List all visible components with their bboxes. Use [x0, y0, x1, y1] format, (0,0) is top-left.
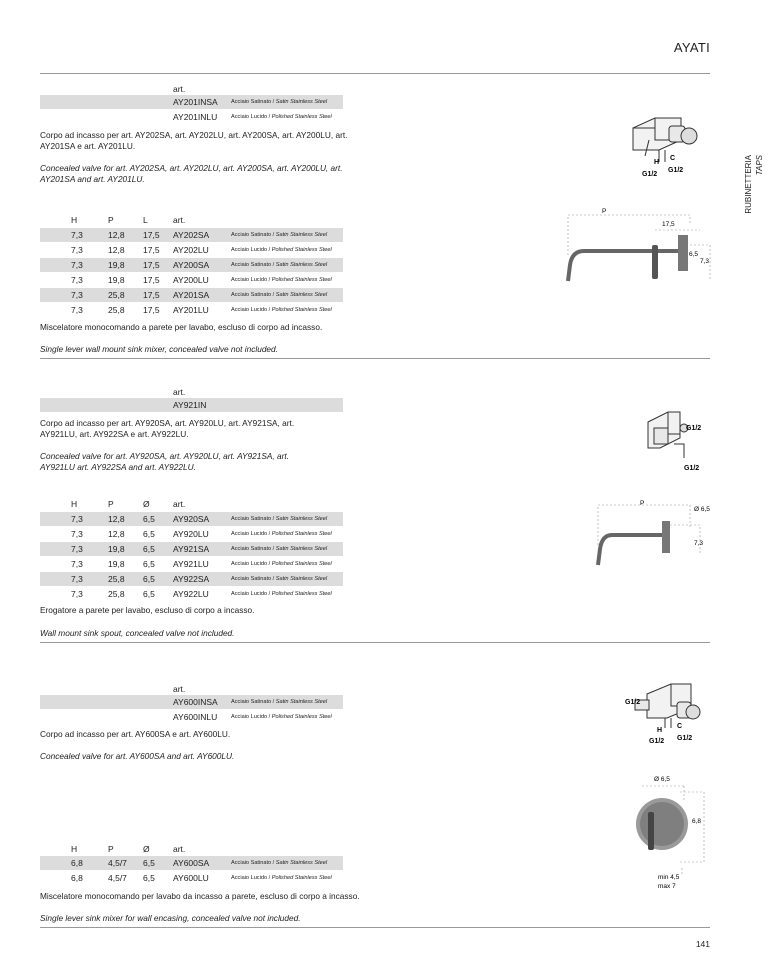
- valve-art-header: art.: [173, 684, 186, 694]
- label-d1: Ø 6,5: [654, 776, 670, 783]
- brand-title: AYATI: [673, 40, 710, 55]
- article-code: AY200LU: [173, 275, 209, 285]
- table-row: [40, 695, 343, 709]
- side-label-en: TAPS: [755, 155, 764, 176]
- cell-h: 7,3: [71, 529, 83, 539]
- cell-h: 7,3: [71, 275, 83, 285]
- article-finish: Acciaio Lucido / Polished Stainless Steel: [231, 591, 332, 597]
- table-row: [40, 258, 343, 272]
- table-row: [40, 243, 343, 257]
- cell-p: 12,8: [108, 514, 125, 524]
- cell-d: 6,5: [143, 514, 155, 524]
- article-finish: Acciaio Satinato / Satin Stainless Steel: [231, 576, 328, 582]
- column-header: P: [108, 215, 114, 225]
- cell-p: 19,8: [108, 544, 125, 554]
- cell-d: 17,5: [143, 230, 160, 240]
- article-code: AY201INLU: [173, 112, 218, 122]
- cell-h: 7,3: [71, 559, 83, 569]
- page-number: 141: [695, 939, 710, 949]
- cell-h: 6,8: [71, 858, 83, 868]
- article-code: AY920SA: [173, 514, 210, 524]
- label-d1: 6,5: [689, 251, 699, 258]
- cell-h: 7,3: [71, 290, 83, 300]
- description-it: Corpo ad incasso per art. AY920SA, art. AY920LU, art. AY921SA, art. AY921LU, art. AY922SA e art. AY922LU.: [40, 418, 295, 439]
- label-g2: G1/2: [684, 465, 700, 472]
- cell-d: 6,5: [143, 858, 155, 868]
- cell-p: 25,8: [108, 574, 125, 584]
- article-finish: Acciaio Satinato / Satin Stainless Steel: [231, 860, 328, 866]
- column-header: H: [71, 215, 78, 225]
- label-p: P: [640, 500, 645, 507]
- cell-h: 7,3: [71, 544, 83, 554]
- wall-mixer-diagram: [560, 205, 720, 295]
- table-row: [40, 527, 343, 541]
- cell-p: 19,8: [108, 559, 125, 569]
- article-finish: Acciaio Satinato / Satin Stainless Steel: [231, 99, 328, 105]
- article-code: AY600SA: [173, 858, 210, 868]
- side-label: [744, 155, 768, 225]
- label-c: C: [677, 723, 683, 730]
- column-header: art.: [173, 499, 186, 509]
- description-en: Single lever wall mount sink mixer, concealed valve not included.: [40, 344, 278, 354]
- label-g2: G1/2: [677, 735, 693, 742]
- divider: [40, 358, 710, 359]
- label-g1: G1/2: [649, 738, 665, 745]
- label-d2: 6,8: [692, 818, 702, 825]
- cell-p: 25,8: [108, 305, 125, 315]
- article-finish: Acciaio Lucido / Polished Stainless Steel: [231, 531, 332, 537]
- cell-p: 4,5/7: [108, 858, 127, 868]
- table-row: [40, 710, 343, 724]
- cell-d: 17,5: [143, 305, 160, 315]
- label-h: H: [654, 159, 660, 166]
- cell-d: 17,5: [143, 275, 160, 285]
- label-l: 17,5: [662, 221, 675, 228]
- valve-dimension-labels: [640, 150, 700, 180]
- column-header: H: [71, 844, 78, 854]
- cell-p: 19,8: [108, 260, 125, 270]
- cell-h: 7,3: [71, 230, 83, 240]
- article-finish: Acciaio Satinato / Satin Stainless Steel: [231, 516, 328, 522]
- description-it: Miscelatore monocomando per lavabo da incasso a parete, escluso di corpo a incasso.: [40, 891, 360, 901]
- article-finish: Acciaio Lucido / Polished Stainless Steel: [231, 714, 332, 720]
- cell-p: 12,8: [108, 245, 125, 255]
- table-row: [40, 110, 343, 124]
- label-d2: 7,3: [694, 540, 704, 547]
- table-row: [40, 95, 343, 109]
- cell-h: 7,3: [71, 574, 83, 584]
- article-code: AY920LU: [173, 529, 209, 539]
- article-code: AY201LU: [173, 305, 209, 315]
- side-label-it: RUBINETTERIA: [744, 155, 753, 214]
- table-row: [40, 871, 343, 885]
- wall-spout-diagram: [590, 497, 720, 587]
- column-header: art.: [173, 215, 186, 225]
- article-finish: Acciaio Satinato / Satin Stainless Steel: [231, 699, 328, 705]
- article-code: AY600INSA: [173, 697, 218, 707]
- cell-p: 12,8: [108, 230, 125, 240]
- label-g1: G1/2: [686, 425, 702, 432]
- label-c: C: [670, 155, 676, 162]
- cell-p: 4,5/7: [108, 873, 127, 883]
- cell-d: 6,5: [143, 574, 155, 584]
- article-finish: Acciaio Satinato / Satin Stainless Steel: [231, 232, 328, 238]
- label-p: P: [602, 208, 607, 215]
- description-en: Concealed valve for art. AY920SA, art. AY920LU, art. AY921SA, art. AY921LU art. AY922SA and art. AY922LU.: [40, 451, 290, 472]
- article-finish: Acciaio Satinato / Satin Stainless Steel: [231, 262, 328, 268]
- description-en: Concealed valve for art. AY202SA, art. AY202LU, art. AY200SA, art. AY200LU, art. AY201SA and art. AY201LU.: [40, 163, 343, 184]
- table-row: [40, 512, 343, 526]
- table-row: [40, 557, 343, 571]
- article-finish: Acciaio Lucido / Polished Stainless Steel: [231, 247, 332, 253]
- cell-d: 17,5: [143, 290, 160, 300]
- divider: [40, 927, 710, 928]
- label-h: H: [657, 727, 663, 734]
- valve-art-header: art.: [173, 387, 186, 397]
- article-code: AY202LU: [173, 245, 209, 255]
- cell-p: 25,8: [108, 290, 125, 300]
- table-row: [40, 856, 343, 870]
- column-header: P: [108, 499, 114, 509]
- cell-d: 17,5: [143, 260, 160, 270]
- cell-h: 7,3: [71, 260, 83, 270]
- description-en: Single lever sink mixer for wall encasing, concealed valve not included.: [40, 913, 301, 923]
- concealed-valve-diagram: [640, 408, 710, 478]
- article-code: AY922LU: [173, 589, 209, 599]
- article-finish: Acciaio Lucido / Polished Stainless Steel: [231, 277, 332, 283]
- label-g0: G1/2: [625, 699, 641, 706]
- description-en: Wall mount sink spout, concealed valve not included.: [40, 628, 235, 638]
- article-code: AY600INLU: [173, 712, 218, 722]
- cell-d: 17,5: [143, 245, 160, 255]
- cell-h: 7,3: [71, 245, 83, 255]
- article-finish: Acciaio Lucido / Polished Stainless Steel: [231, 114, 332, 120]
- description-it: Corpo ad incasso per art. AY600SA e art. AY600LU.: [40, 729, 231, 739]
- table-row: [40, 228, 343, 242]
- label-max: max 7: [658, 883, 676, 890]
- article-finish: Acciaio Lucido / Polished Stainless Steel: [231, 307, 332, 313]
- cell-d: 6,5: [143, 559, 155, 569]
- description-it: Miscelatore monocomando a parete per lavabo, escluso di corpo ad incasso.: [40, 322, 323, 332]
- divider: [40, 642, 710, 643]
- cell-d: 6,5: [143, 544, 155, 554]
- description-it: Corpo ad incasso per art. AY202SA, art. AY202LU, art. AY200SA, art. AY200LU, art. AY201SA e art. AY201LU.: [40, 130, 348, 151]
- column-header: art.: [173, 844, 186, 854]
- article-code: AY201SA: [173, 290, 210, 300]
- article-code: AY921IN: [173, 400, 207, 410]
- article-finish: Acciaio Satinato / Satin Stainless Steel: [231, 546, 328, 552]
- article-code: AY202SA: [173, 230, 210, 240]
- cell-d: 6,5: [143, 873, 155, 883]
- table-row: [40, 398, 343, 412]
- article-finish: Acciaio Lucido / Polished Stainless Steel: [231, 561, 332, 567]
- article-finish: Acciaio Satinato / Satin Stainless Steel: [231, 292, 328, 298]
- cell-h: 7,3: [71, 514, 83, 524]
- valve-art-header: art.: [173, 84, 186, 94]
- cell-h: 6,8: [71, 873, 83, 883]
- cell-p: 12,8: [108, 529, 125, 539]
- article-finish: Acciaio Lucido / Polished Stainless Steel: [231, 875, 332, 881]
- description-en: Concealed valve for art. AY600SA and art. AY600LU.: [40, 751, 235, 761]
- cell-d: 6,5: [143, 529, 155, 539]
- label-d2: 7,3: [700, 258, 710, 265]
- table-row: [40, 273, 343, 287]
- divider: [40, 73, 710, 74]
- label-d1: Ø 6,5: [694, 506, 710, 513]
- cell-p: 19,8: [108, 275, 125, 285]
- table-row: [40, 587, 343, 601]
- article-code: AY200SA: [173, 260, 210, 270]
- article-code: AY922SA: [173, 574, 210, 584]
- column-header: Ø: [143, 499, 150, 509]
- table-row: [40, 288, 343, 302]
- encased-mixer-diagram: [620, 772, 720, 892]
- cell-h: 7,3: [71, 305, 83, 315]
- concealed-valve-diagram: [625, 680, 710, 750]
- column-header: L: [143, 215, 148, 225]
- label-g2: G1/2: [668, 167, 684, 174]
- label-min: min 4,5: [658, 874, 680, 881]
- article-code: AY921SA: [173, 544, 210, 554]
- column-header: P: [108, 844, 114, 854]
- label-g1: G1/2: [642, 171, 658, 178]
- cell-h: 7,3: [71, 589, 83, 599]
- article-code: AY600LU: [173, 873, 209, 883]
- table-row: [40, 303, 343, 317]
- table-row: [40, 572, 343, 586]
- article-code: AY921LU: [173, 559, 209, 569]
- description-it: Erogatore a parete per lavabo, escluso di corpo a incasso.: [40, 605, 255, 615]
- article-code: AY201INSA: [173, 97, 218, 107]
- column-header: Ø: [143, 844, 150, 854]
- cell-p: 25,8: [108, 589, 125, 599]
- table-row: [40, 542, 343, 556]
- column-header: H: [71, 499, 78, 509]
- cell-d: 6,5: [143, 589, 155, 599]
